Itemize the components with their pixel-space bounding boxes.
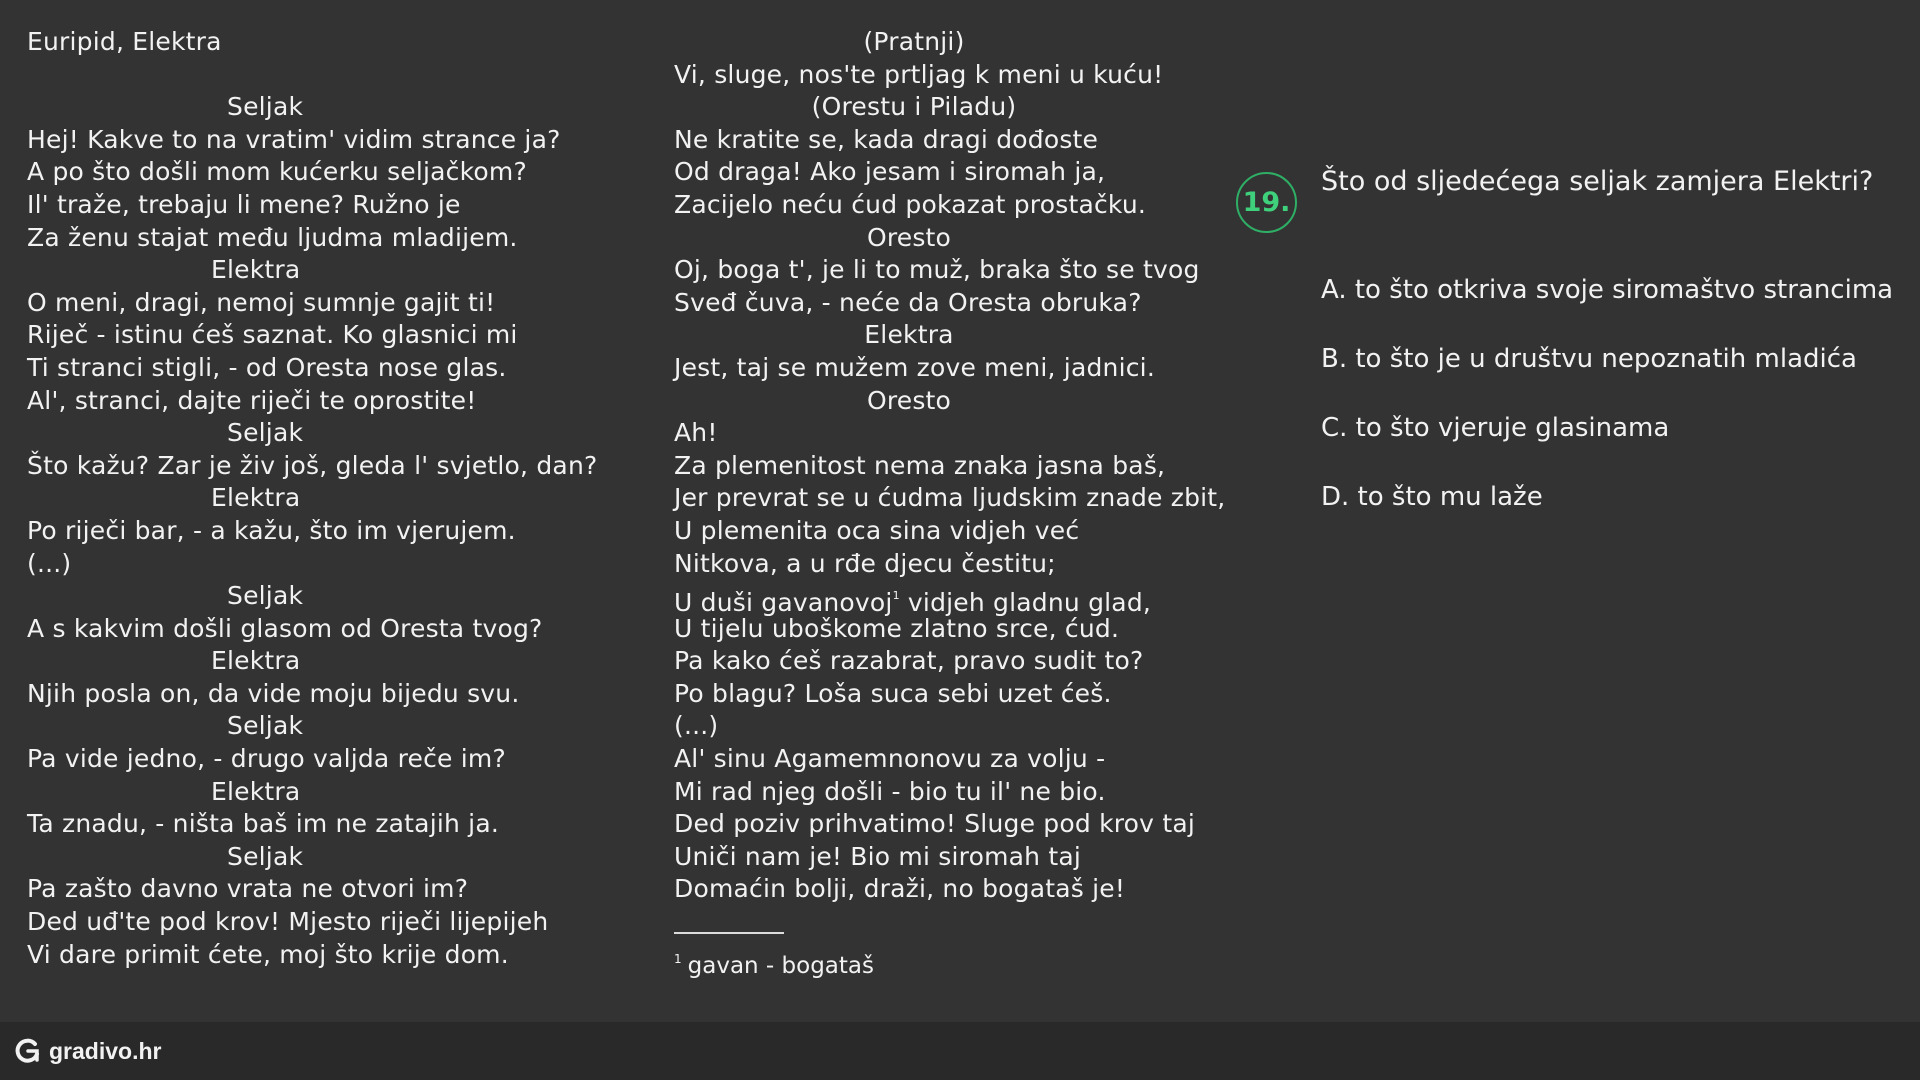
verse-line: Oj, boga t', je li to muž, braka što se tvog	[674, 255, 1200, 285]
question-text: Što od sljedećega seljak zamjera Elektri?	[1321, 166, 1874, 197]
verse-line: Pa zašto davno vrata ne otvori im?	[27, 874, 469, 904]
verse-line: Ti stranci stigli, - od Oresta nose glas.	[27, 352, 507, 382]
answer-option-d[interactable]: D. to što mu laže	[1321, 482, 1543, 512]
gradivo-logo-icon	[13, 1036, 43, 1066]
verse-line: A po što došli mom kućerku seljačkom?	[27, 157, 527, 187]
stage-direction: (Orestu i Piladu)	[811, 92, 1017, 122]
verse-line: Il' traže, trebaju li mene? Ružno je	[27, 189, 461, 219]
verse-line: O meni, dragi, nemoj sumnje gajit ti!	[27, 287, 496, 317]
verse-line: Za ženu stajat među ljudma mladijem.	[27, 222, 518, 252]
verse-line: Vi dare primit ćete, moj što krije dom.	[27, 939, 509, 969]
verse-line: Ne kratite se, kada dragi dođoste	[674, 124, 1099, 154]
question-number-badge: 19.	[1236, 172, 1297, 233]
verse-line: Po blagu? Loša suca sebi uzet ćeš.	[674, 678, 1112, 708]
answer-option-a[interactable]: A. to što otkriva svoje siromaštvo strancima	[1321, 275, 1894, 305]
brand-name[interactable]: gradivo.hr	[49, 1037, 162, 1064]
blank-line	[27, 59, 627, 92]
speaker-name: Oresto	[866, 385, 952, 415]
footer-bar	[0, 1022, 1920, 1080]
verse-line: Ta znadu, - ništa baš im ne zatajih ja.	[27, 809, 499, 839]
verse-line: Ded poziv prihvatimo! Sluge pod krov taj	[674, 809, 1195, 839]
verse-line: Za plemenitost nema znaka jasna baš,	[674, 450, 1166, 480]
answer-list	[1321, 270, 1893, 546]
verse-line: A s kakvim došli glasom od Oresta tvog?	[27, 613, 543, 643]
footnote	[674, 944, 1234, 980]
verse-text: U duši gavanovoj	[674, 588, 893, 618]
verse-line: Jer prevrat se u ćudma ljudskim znade zbit,	[674, 483, 1226, 513]
speaker-name: Seljak	[227, 581, 304, 611]
verse-line: Njih posla on, da vide moju bijedu svu.	[27, 678, 520, 708]
verse-line: Nitkova, a u rđe djecu čestitu;	[674, 548, 1056, 578]
ellipsis-line: (...)	[674, 711, 719, 741]
verse-line: Domaćin bolji, draži, no bogataš je!	[674, 874, 1126, 904]
verse-line: Al' sinu Agamemnonovu za volju -	[674, 744, 1106, 774]
source-title: Euripid, Elektra	[27, 27, 222, 56]
verse-line: U tijelu uboškome zlatno srce, ćud.	[674, 613, 1120, 643]
speaker-name: Elektra	[211, 646, 301, 676]
speaker-name: Seljak	[227, 841, 304, 871]
speaker-name: Seljak	[227, 418, 304, 448]
poem-column-middle	[674, 26, 1234, 980]
verse-line: Sveđ čuva, - neće da Oresta obruka?	[674, 287, 1142, 317]
speaker-name: Elektra	[864, 320, 954, 350]
verse-text: vidjeh gladnu glad,	[907, 588, 1152, 618]
speaker-name: Oresto	[866, 222, 952, 252]
verse-line: Hej! Kakve to na vratim' vidim strance ja?	[27, 124, 561, 154]
speaker-name: Elektra	[211, 483, 301, 513]
stage-direction: (Pratnji)	[863, 27, 965, 56]
footnote-mark: 1	[674, 952, 682, 967]
verse-line: Al', stranci, dajte riječi te oprostite!	[27, 385, 477, 415]
ellipsis-line: (...)	[27, 548, 72, 578]
verse-line: Ded uđ'te pod krov! Mjesto riječi lijepijeh	[27, 907, 549, 937]
verse-line: Mi rad njeg došli - bio tu il' ne bio.	[674, 776, 1106, 806]
verse-line-with-footnote	[674, 580, 1234, 618]
verse-line: Riječ - istinu ćeš saznat. Ko glasnici mi	[27, 320, 518, 350]
speaker-name: Seljak	[227, 711, 304, 741]
verse-line: Pa kako ćeš razabrat, pravo sudit to?	[674, 646, 1144, 676]
speaker-name: Elektra	[211, 776, 301, 806]
verse-line: U plemenita oca sina vidjeh već	[674, 515, 1080, 545]
verse-line: Od draga! Ako jesam i siromah ja,	[674, 157, 1106, 187]
footnote-text: gavan - bogataš	[687, 953, 874, 980]
footnote-divider	[674, 932, 784, 934]
answer-option-b[interactable]: B. to što je u društvu nepoznatih mladića	[1321, 344, 1857, 374]
verse-line: Po riječi bar, - a kažu, što im vjerujem.	[27, 515, 516, 545]
verse-line: Što kažu? Zar je živ još, gleda l' svjetlo, dan?	[27, 450, 598, 480]
poem-column-left	[27, 26, 627, 971]
verse-line: Ah!	[674, 418, 718, 448]
answer-option-c[interactable]: C. to što vjeruje glasinama	[1321, 413, 1670, 443]
verse-line: Pa vide jedno, - drugo valjda reče im?	[27, 744, 506, 774]
verse-line: Vi, sluge, nos'te prtljag k meni u kuću!	[674, 59, 1164, 89]
footnote-ref: 1	[892, 589, 900, 603]
verse-line: Uniči nam je! Bio mi siromah taj	[674, 841, 1081, 871]
verse-line: Jest, taj se mužem zove meni, jadnici.	[674, 352, 1155, 382]
verse-line: Zacijelo neću ćud pokazat prostačku.	[674, 189, 1147, 219]
speaker-name: Elektra	[211, 255, 301, 285]
speaker-name: Seljak	[227, 92, 304, 122]
